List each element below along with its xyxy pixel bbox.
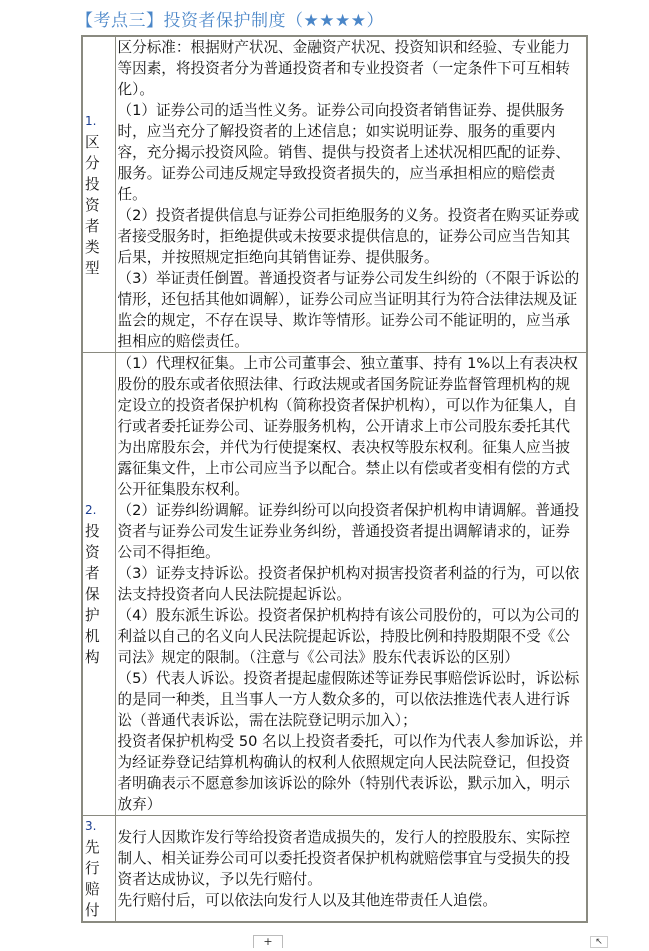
row-content	[115, 353, 587, 816]
label-char: 付	[85, 902, 100, 919]
label-char: 保	[85, 586, 100, 603]
row-number: 1.	[85, 113, 97, 128]
paragraph: （1）代理权征集。上市公司董事会、独立董事、持有 1%以上有表决权股份的股东或者依照法律、行政法规或者国务院证券监督管理机构的规定设立的投资者保护机构（简称投资者保护机构），可以作为征集人，自行或者委托证券公司、证券服务机构，公开请求上市公司股东委托其代为出席股东会，并代为行使提案权、表决权等股东权利。征集人应当披露征集文件，上市公司应当予以配合。禁止以有偿或者变相有偿的方式公开征集股东权利。	[117, 355, 578, 498]
row-label	[82, 36, 115, 353]
label-char: 分	[85, 154, 100, 172]
row-content	[115, 816, 587, 923]
label-char: 先	[85, 839, 100, 856]
label-char: 资	[85, 544, 100, 561]
paragraph: （4）股东派生诉讼。投资者保护机构持有该公司股份的，可以为公司的利益以自己的名义向人民法院提起诉讼，持股比例和持股期限不受《公司法》规定的限制。（注意与《公司法》股东代表诉讼的区别）	[117, 607, 580, 666]
row-label	[82, 816, 115, 923]
row-label	[82, 353, 115, 816]
label-char: 护	[85, 607, 100, 624]
table-row	[82, 353, 587, 816]
row-number: 3.	[85, 819, 97, 833]
label-char: 型	[85, 259, 100, 277]
paragraph: （5）代表人诉讼。投资者提起虚假陈述等证券民事赔偿诉讼时，诉讼标的是同一种类，且当事人一方人数众多的，可以依法推选代表人进行诉讼（普通代表诉讼，需在法院登记明示加入）；	[117, 670, 580, 729]
paragraph: （3）举证责任倒置。普通投资者与证券公司发生纠纷的（不限于诉讼的情形，还包括其他如调解），证券公司应当证明其行为符合法律法规及证监会的规定，不存在误导、欺诈等情形。证券公司不能证明的，应当承担相应的赔偿责任。	[117, 270, 580, 350]
paragraph: 区分标准：根据财产状况、金融资产状况、投资知识和经验、专业能力等因素，将投资者分为普通投资者和专业投资者（一定条件下可互相转化）。	[117, 39, 570, 98]
paragraph: 先行赔付后，可以依法向发行人以及其他连带责任人追偿。	[117, 891, 497, 909]
label-char: 者	[85, 565, 100, 582]
label-char: 类	[85, 238, 100, 256]
table-row	[82, 816, 587, 923]
add-row-button[interactable]: +	[253, 935, 283, 948]
paragraph: （2）投资者提供信息与证券公司拒绝服务的义务。投资者在购买证券或者接受服务时，拒绝提供或未按要求提供信息的，证券公司应当告知其后果，并按照规定拒绝向其销售证券、提供服务。	[117, 207, 580, 266]
paragraph: 投资者保护机构受 50 名以上投资者委托，可以作为代表人参加诉讼，并为经证券登记结算机构确认的权利人依照规定向人民法院登记，但投资者明确表示不愿意参加该诉讼的除外（特别代表诉讼，默示加入，明示放弃）	[117, 733, 584, 813]
label-char: 者	[85, 217, 100, 235]
label-char: 构	[85, 649, 100, 666]
bottom-bar	[81, 935, 603, 951]
paragraph: 发行人因欺诈发行等给投资者造成损失的，发行人的控股股东、实际控制人、相关证券公司可以委托投资者保护机构就赔偿事宜与受损失的投资者达成协议，予以先行赔付。	[117, 828, 570, 888]
label-char: 资	[85, 196, 100, 214]
label-char: 投	[85, 523, 100, 540]
table-row	[82, 36, 587, 353]
label-char: 区	[85, 133, 100, 151]
paragraph: （3）证券支持诉讼。投资者保护机构对损害投资者利益的行为，可以依法支持投资者向人民法院提起诉讼。	[117, 565, 580, 603]
label-char: 行	[85, 860, 100, 877]
paragraph: （2）证券纠纷调解。证券纠纷可以向投资者保护机构申请调解。普通投资者与证券公司发生证券业务纠纷，普通投资者提出调解请求的，证券公司不得拒绝。	[117, 502, 580, 561]
label-char: 投	[85, 175, 100, 193]
label-char: 赔	[85, 881, 100, 898]
resize-arrow-icon[interactable]: ↖	[590, 936, 608, 948]
label-char: 机	[85, 628, 100, 645]
row-number: 2.	[85, 503, 97, 517]
row-content	[115, 36, 587, 353]
section-title: 【考点三】投资者保护制度（★★★★）	[76, 11, 384, 31]
paragraph: （1）证券公司的适当性义务。证券公司向投资者销售证券、提供服务时，应当充分了解投资者的上述信息；如实说明证券、服务的重要内容，充分揭示投资风险。销售、提供与投资者上述状况相匹配的证券、服务。证券公司违反规定导致投资者损失的，应当承担相应的赔偿责任。	[117, 102, 570, 203]
content-table	[81, 35, 588, 923]
